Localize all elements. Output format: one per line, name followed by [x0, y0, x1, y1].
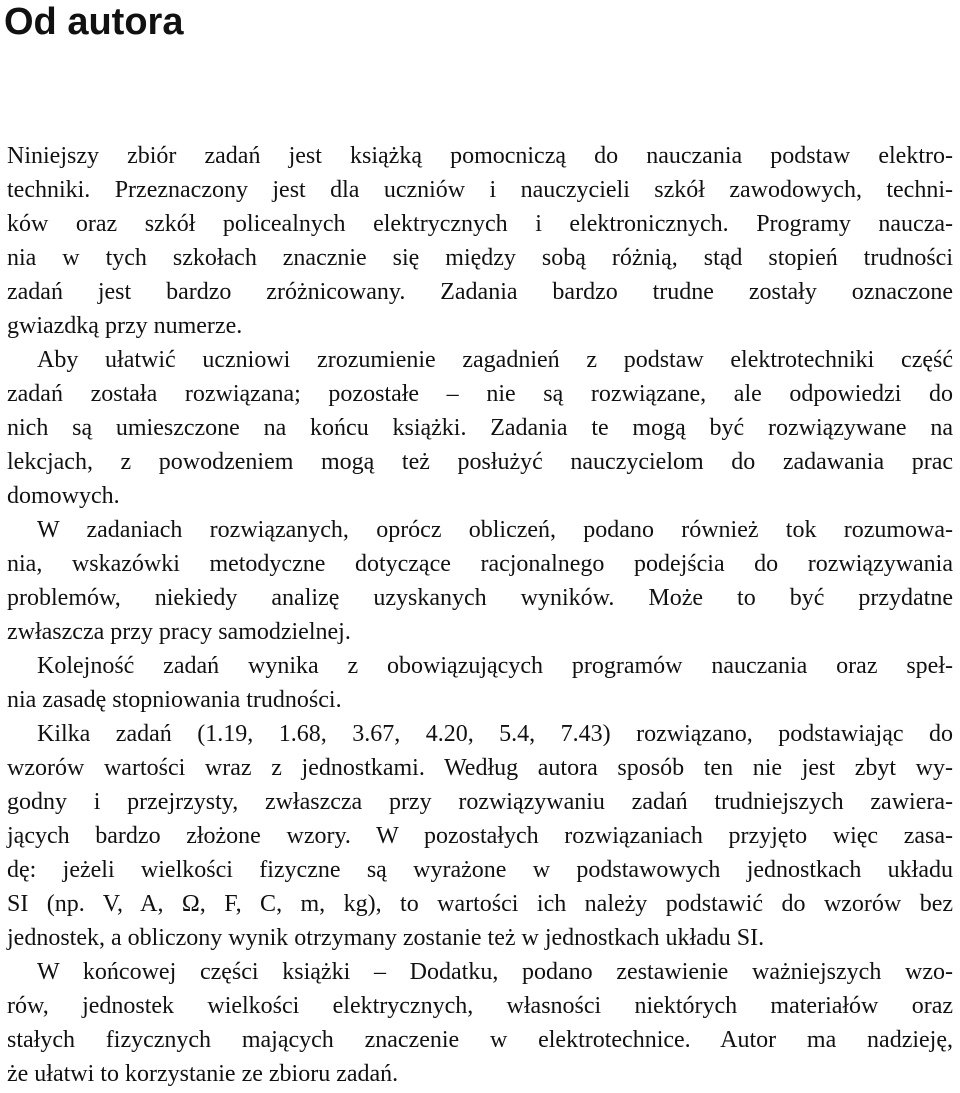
- text-line: Aby ułatwić uczniowi zrozumienie zagadnień z podstaw elektrotechniki część: [37, 347, 953, 373]
- text-line: jących bardzo złożone wzory. W pozostałych rozwiązaniach przyjęto więc zasa-: [7, 823, 953, 849]
- text-line: nich są umieszczone na końcu książki. Zadania te mogą być rozwiązywane na: [7, 415, 953, 441]
- text-line: godny i przejrzysty, zwłaszcza przy rozwiązywaniu zadań trudniejszych zawiera-: [7, 789, 953, 815]
- paragraph-4: [7, 649, 953, 717]
- text-line: problemów, niekiedy analizę uzyskanych wyników. Może to być przydatne: [7, 585, 953, 611]
- text-line: nia, wskazówki metodyczne dotyczące racjonalnego podejścia do rozwiązywania: [7, 551, 953, 577]
- document-body: [7, 139, 953, 1091]
- text-line: domowych.: [7, 483, 120, 509]
- text-line: Niniejszy zbiór zadań jest książką pomocniczą do nauczania podstaw elektro-: [7, 143, 953, 169]
- text-line: zadań została rozwiązana; pozostałe – nie są rozwiązane, ale odpowiedzi do: [7, 381, 953, 407]
- text-line: że ułatwi to korzystanie ze zbioru zadań.: [7, 1061, 399, 1087]
- text-line: ków oraz szkół policealnych elektrycznych i elektronicznych. Programy naucza-: [7, 211, 953, 237]
- text-line: Kolejność zadań wynika z obowiązujących programów nauczania oraz speł-: [37, 653, 953, 679]
- text-line: gwiazdką przy numerze.: [7, 313, 243, 339]
- text-line: zwłaszcza przy pracy samodzielnej.: [7, 619, 351, 645]
- text-line: jednostek, a obliczony wynik otrzymany zostanie też w jednostkach układu SI.: [7, 925, 765, 951]
- paragraph-3: [7, 513, 953, 649]
- paragraph-1: [7, 139, 953, 343]
- text-line: zadań jest bardzo zróżnicowany. Zadania bardzo trudne zostały oznaczone: [7, 279, 953, 305]
- text-line: dę: jeżeli wielkości fizyczne są wyrażone w podstawowych jednostkach układu: [7, 857, 953, 883]
- text-line: nia w tych szkołach znacznie się między sobą różnią, stąd stopień trudności: [7, 245, 953, 271]
- text-line: W końcowej części książki – Dodatku, podano zestawienie ważniejszych wzo-: [37, 959, 953, 985]
- text-line: SI (np. V, A, Ω, F, C, m, kg), to wartości ich należy podstawić do wzorów bez: [7, 891, 953, 917]
- text-line: wzorów wartości wraz z jednostkami. Według autora sposób ten nie jest zbyt wy-: [7, 755, 953, 781]
- paragraph-6: [7, 955, 953, 1091]
- page-title: Od autora: [4, 1, 184, 43]
- paragraph-5: [7, 717, 953, 955]
- text-line: techniki. Przeznaczony jest dla uczniów i nauczycieli szkół zawodowych, techni-: [7, 177, 953, 203]
- text-line: Kilka zadań (1.19, 1.68, 3.67, 4.20, 5.4, 7.43) rozwiązano, podstawiając do: [37, 721, 953, 747]
- text-line: rów, jednostek wielkości elektrycznych, własności niektórych materiałów oraz: [7, 993, 953, 1019]
- text-line: lekcjach, z powodzeniem mogą też posłużyć nauczycielom do zadawania prac: [7, 449, 953, 475]
- text-line: W zadaniach rozwiązanych, oprócz obliczeń, podano również tok rozumowa-: [37, 517, 953, 543]
- text-line: nia zasadę stopniowania trudności.: [7, 687, 342, 713]
- text-line: stałych fizycznych mających znaczenie w elektrotechnice. Autor ma nadzieję,: [7, 1027, 953, 1053]
- paragraph-2: [7, 343, 953, 513]
